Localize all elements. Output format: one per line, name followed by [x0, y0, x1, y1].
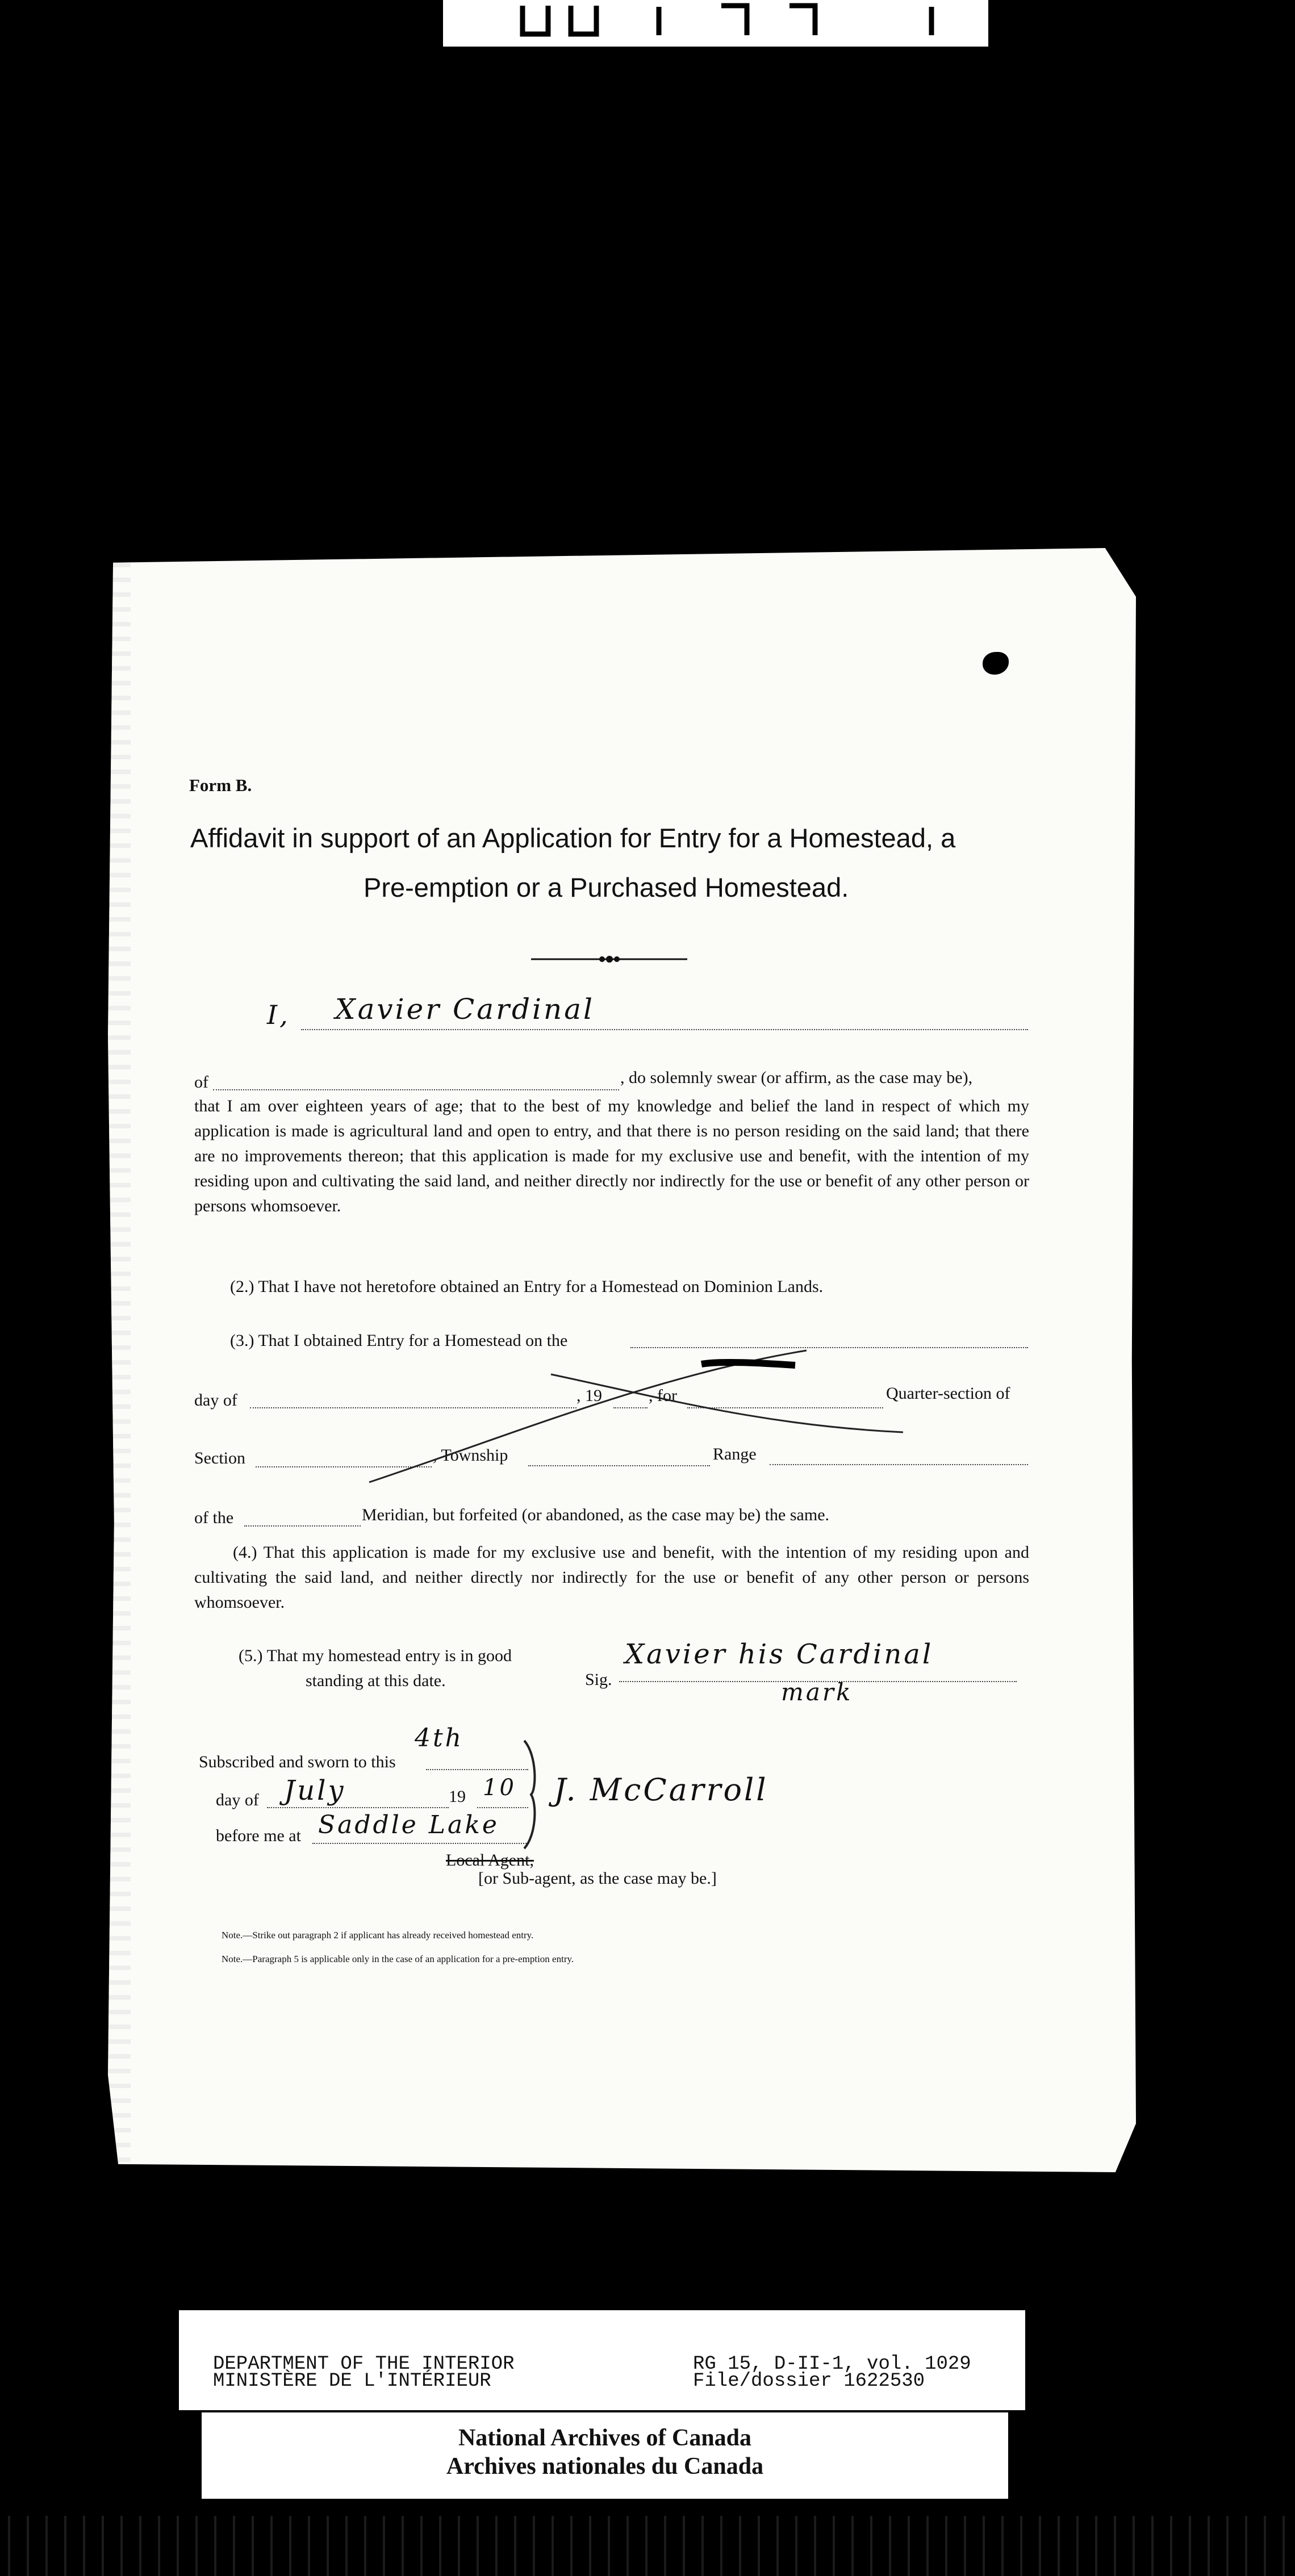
- archives-english: National Archives of Canada: [458, 2425, 752, 2451]
- note-1: Note.—Strike out paragraph 2 if applicant has already received homestead entry.: [222, 1930, 534, 1941]
- para1-body: that I am over eighteen years of age; that to the best of my knowledge and belief the land in respect of which my application is made is agricultural land and open to entry, and that there is no person residing on the said land; that there are no improvements thereon; that this application is made for my exclusive use and benefit, with the intention of my residing upon and cultivating the said land, and neither directly nor indirectly for the use or benefit of any other person or persons whomsoever.: [194, 1097, 1029, 1215]
- subscription-brace: [520, 1738, 542, 1851]
- before-me-at: before me at: [216, 1826, 301, 1845]
- para3-range: Range: [713, 1445, 757, 1463]
- para3-quarter-section: Quarter-section of: [886, 1384, 1010, 1403]
- declarant-prefix: I,: [267, 1000, 290, 1030]
- para3-for: , for: [649, 1386, 677, 1405]
- agent-signature: J. McCarroll: [554, 1772, 768, 1808]
- para3-section: Section: [194, 1449, 245, 1467]
- record-group: RG 15, D-II-1, vol. 1029: [693, 2353, 971, 2375]
- national-archives-label: [202, 2412, 1008, 2499]
- department-english: DEPARTMENT OF THE INTERIOR: [213, 2353, 515, 2375]
- para1-of: of: [194, 1073, 208, 1092]
- file-number: File/dossier 1622530: [693, 2370, 925, 2392]
- para2: (2.) That I have not heretofore obtained an Entry for a Homestead on Dominion Lands.: [230, 1277, 824, 1296]
- film-edge: [0, 2516, 1295, 2576]
- subscribed-day-of: day of: [216, 1791, 259, 1809]
- subscribed-day-line: [426, 1769, 528, 1770]
- subscribed-place-line: [312, 1843, 528, 1844]
- subscribed-month: July: [284, 1775, 346, 1806]
- document-title-line1: Affidavit in support of an Application for Entry for a Homestead, a: [190, 823, 956, 853]
- para3-meridian-line: [244, 1525, 361, 1527]
- para5-line1: (5.) That my homestead entry is in good: [239, 1646, 512, 1665]
- declarant-signature: Xavier his Cardinal: [625, 1638, 934, 1670]
- note-2: Note.—Paragraph 5 is applicable only in the case of an application for a pre-emption entry.: [222, 1954, 574, 1964]
- para3-day-of: day of: [194, 1391, 237, 1410]
- subscribed-year: 10: [483, 1775, 516, 1801]
- frame-number-strip: [443, 0, 988, 47]
- para4: (4.) That this application is made for my exclusive use and benefit, with the intention of my residing upon and cultivating the said land, and neither directly nor indirectly for the use or benefit of any other person or persons whomsoever.: [194, 1543, 1029, 1612]
- subscribed-day: 4th: [415, 1724, 464, 1753]
- para3-intro: (3.) That I obtained Entry for a Homestead on the: [230, 1331, 568, 1350]
- archive-reference-label: [179, 2310, 1025, 2410]
- subscribed-place: Saddle Lake: [318, 1810, 499, 1839]
- para3-meridian: Meridian, but forfeited (or abandoned, as the case may be) the same.: [362, 1506, 830, 1524]
- signature-mark: mark: [781, 1678, 853, 1706]
- department-french: MINISTÈRE DE L'INTÉRIEUR: [213, 2370, 491, 2392]
- subscribed-text: Subscribed and sworn to this: [199, 1753, 396, 1771]
- para1-swear: , do solemnly swear (or affirm, as the case may be),: [620, 1068, 973, 1087]
- subscribed-year-prefix: 19: [449, 1787, 466, 1806]
- para3-township: , Township: [433, 1446, 508, 1465]
- subscribed-month-line: [267, 1807, 449, 1808]
- local-agent-label: Local Agent,: [446, 1851, 534, 1870]
- para5-line2: standing at this date.: [306, 1671, 446, 1690]
- frame-number-marks: [443, 0, 988, 47]
- document-title-line2: Pre-emption or a Purchased Homestead.: [364, 872, 849, 902]
- signature-label: Sig.: [585, 1670, 612, 1689]
- para3-strikeout: [364, 1340, 920, 1488]
- para3-of-the: of the: [194, 1508, 234, 1527]
- declarant-name-handwritten: Xavier Cardinal: [335, 993, 595, 1026]
- title-ornament: [531, 956, 687, 963]
- archives-french: Archives nationales du Canada: [446, 2453, 764, 2479]
- paper-torn-edge: [108, 548, 131, 2172]
- form-label: Form B.: [189, 775, 252, 795]
- declarant-name-line: [301, 1029, 1028, 1030]
- residence-line: [213, 1089, 619, 1090]
- para3-year: , 19: [577, 1386, 602, 1405]
- sub-agent-label: [or Sub-agent, as the case may be.]: [478, 1869, 717, 1888]
